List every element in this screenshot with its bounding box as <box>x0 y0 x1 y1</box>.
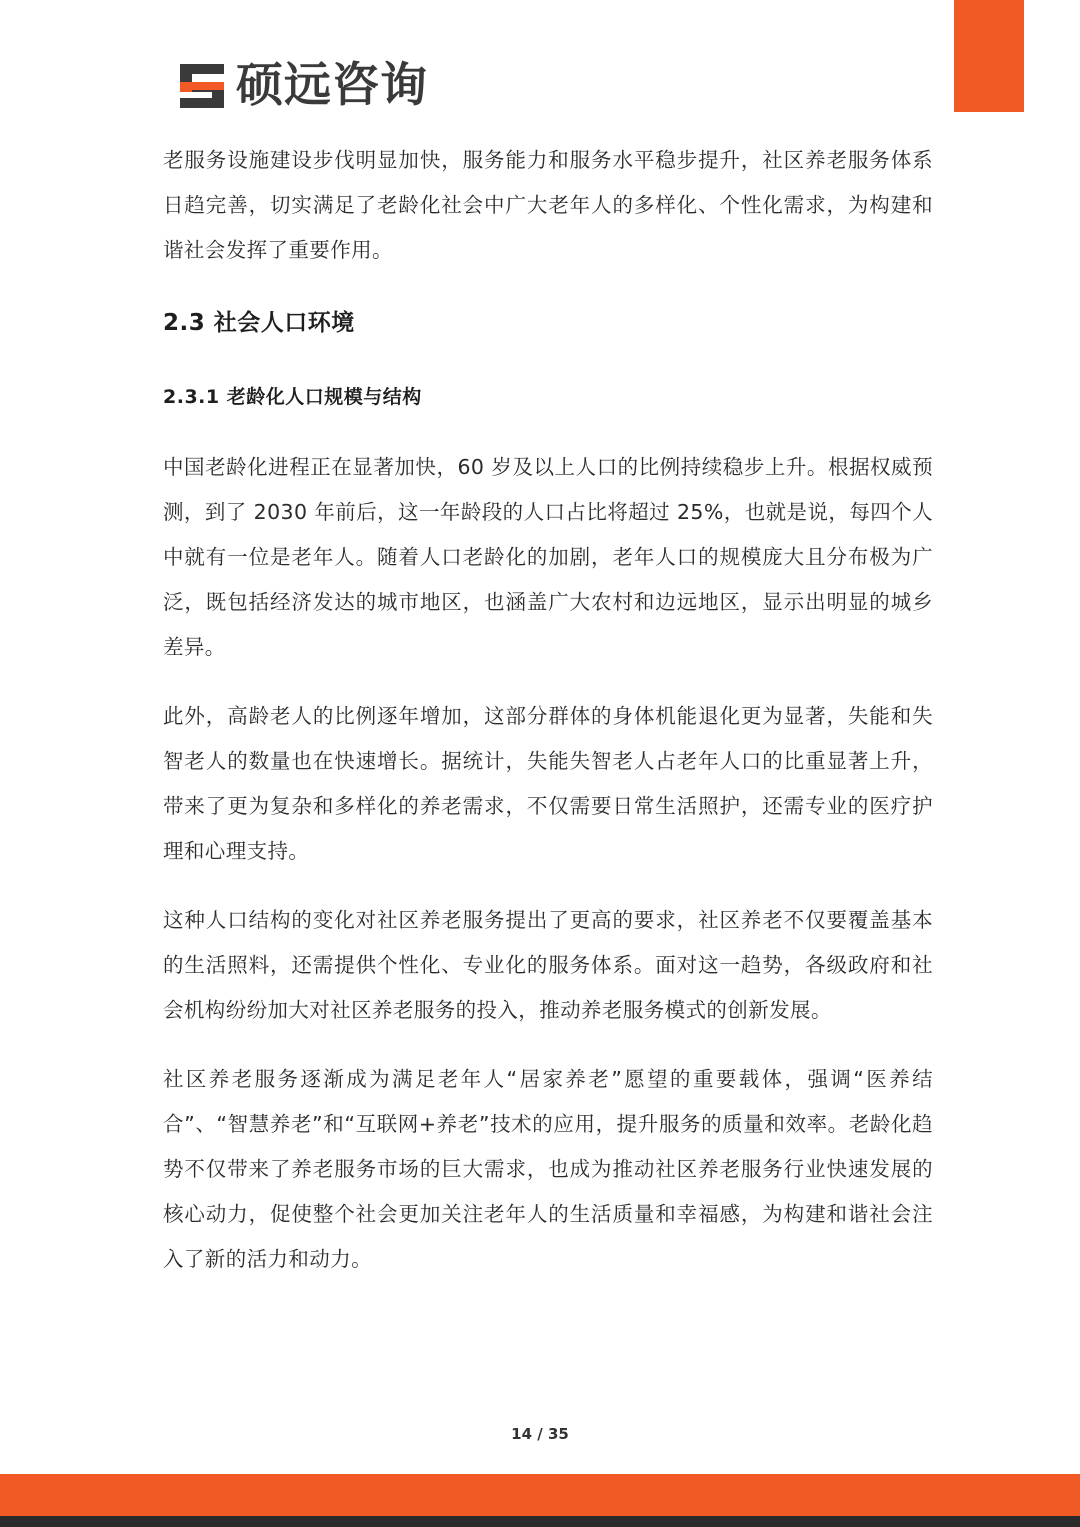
page-number: 14 / 35 <box>511 1425 569 1443</box>
section-heading: 2.3 社会人口环境 <box>163 310 355 336</box>
intro-paragraph: 老服务设施建设步伐明显加快，服务能力和服务水平稳步提升，社区养老服务体系日趋完善，切实满足了老龄化社会中广大老年人的多样化、个性化需求，为构建和谐社会发挥了重要作用。 <box>163 148 933 262</box>
body-paragraph-2: 此外，高龄老人的比例逐年增加，这部分群体的身体机能退化更为显著，失能和失智老人的数量也在快速增长。据统计，失能失智老人占老年人口的比重显著上升，带来了更为复杂和多样化的养老需求，不仅需要日常生活照护，还需专业的医疗护理和心理支持。 <box>163 704 933 863</box>
intro-block <box>163 138 933 273</box>
subsection-heading: 2.3.1 老龄化人口规模与结构 <box>163 386 422 408</box>
footer-dark-line <box>0 1516 1080 1527</box>
body-paragraph-3: 这种人口结构的变化对社区养老服务提出了更高的要求，社区养老不仅要覆盖基本的生活照料，还需提供个性化、专业化的服务体系。面对这一趋势，各级政府和社会机构纷纷加大对社区养老服务的投入，推动养老服务模式的创新发展。 <box>163 908 933 1022</box>
header-accent-block <box>954 0 1024 112</box>
logo-text: 硕远咨询 <box>236 58 428 113</box>
logo-mark-icon <box>176 60 228 112</box>
body-paragraph-4: 社区养老服务逐渐成为满足老年人“居家养老”愿望的重要载体，强调“医养结合”、“智慧养老”和“互联网+养老”技术的应用，提升服务的质量和效率。老龄化趋势不仅带来了养老服务市场的巨大需求，也成为推动社区养老服务行业快速发展的核心动力，促使整个社会更加关注老年人的生活质量和幸福感，为构建和谐社会注入了新的活力和动力。 <box>163 1067 933 1271</box>
body-paragraph-1: 中国老龄化进程正在显著加快，60 岁及以上人口的比例持续稳步上升。根据权威预测，到了 2030 年前后，这一年龄段的人口占比将超过 25%，也就是说，每四个人中就有一位是老年人。随着人口老龄化的加剧，老年人口的规模庞大且分布极为广泛，既包括经济发达的城市地区，也涵盖广大农村和边远地区，显示出明显的城乡差异。 <box>163 455 933 659</box>
section-body <box>163 445 933 1282</box>
company-logo <box>176 56 428 116</box>
footer-accent-bar <box>0 1474 1080 1516</box>
